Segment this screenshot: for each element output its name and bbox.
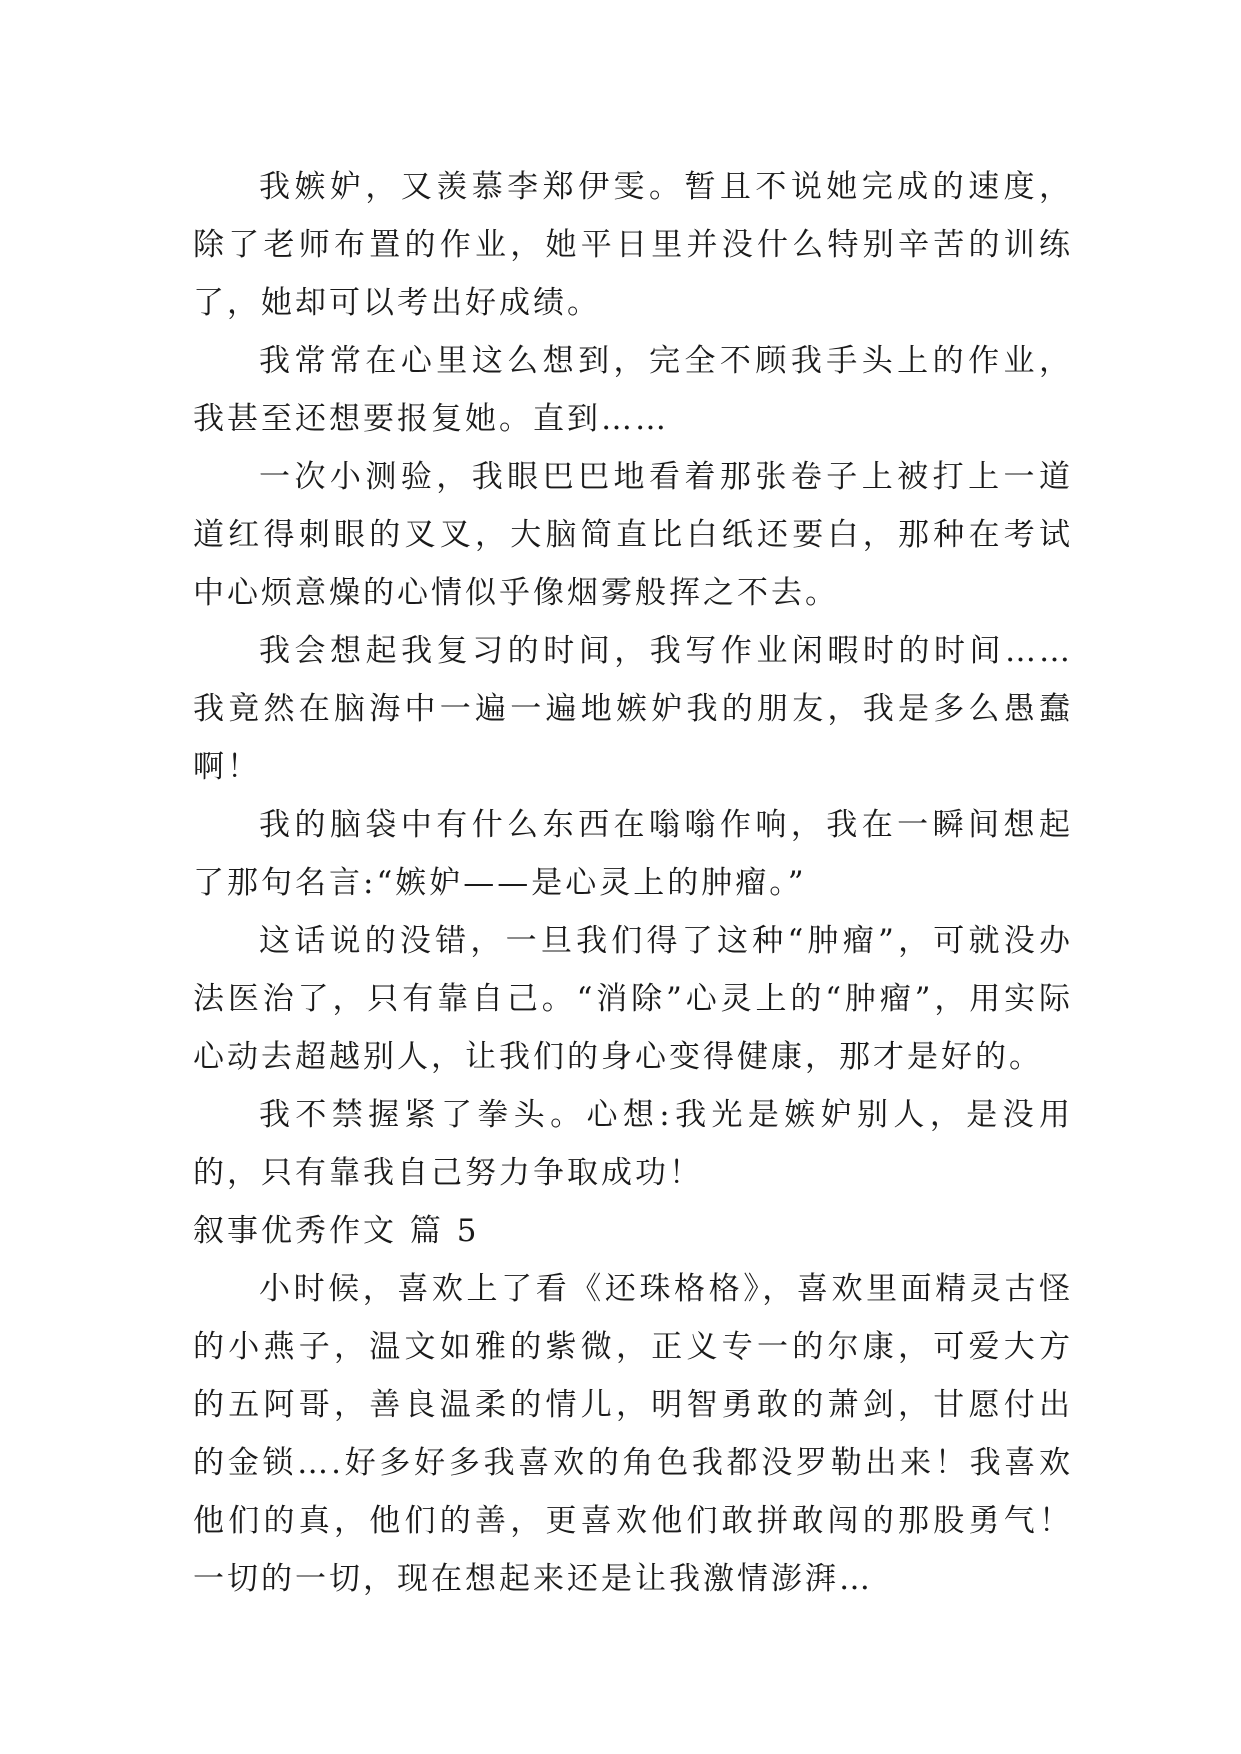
document-body — [193, 158, 1073, 1608]
paragraph: 这话说的没错，一旦我们得了这种“肿瘤”，可就没办法医治了，只有靠自己。“消除”心灵上的“肿瘤”，用实际心动去超越别人，让我们的身心变得健康，那才是好的。 — [193, 923, 1073, 1075]
paragraph: 一次小测验，我眼巴巴地看着那张卷子上被打上一道道红得刺眼的叉叉，大脑简直比白纸还要白，那种在考试中心烦意燥的心情似乎像烟雾般挥之不去。 — [193, 459, 1073, 611]
paragraph: 我的脑袋中有什么东西在嗡嗡作响，我在一瞬间想起了那句名言:“嫉妒——是心灵上的肿瘤。” — [193, 807, 1073, 901]
paragraph: 我嫉妒，又羡慕李郑伊雯。暂且不说她完成的速度，除了老师布置的作业，她平日里并没什么特别辛苦的训练了，她却可以考出好成绩。 — [193, 169, 1073, 321]
paragraph: 小时候，喜欢上了看《还珠格格》，喜欢里面精灵古怪的小燕子，温文如雅的紫微，正义专一的尔康，可爱大方的五阿哥，善良温柔的情儿，明智勇敢的萧剑，甘愿付出的金锁….好多好多我喜欢的角色我都没罗勒出来！我喜欢他们的真，他们的善，更喜欢他们敢拼敢闯的那股勇气！一切的一切，现在想起来还是让我激情澎湃… — [193, 1271, 1073, 1597]
paragraph: 我常常在心里这么想到，完全不顾我手头上的作业，我甚至还想要报复她。直到…… — [193, 343, 1073, 437]
paragraph: 我会想起我复习的时间，我写作业闲暇时的时间……我竟然在脑海中一遍一遍地嫉妒我的朋友，我是多么愚蠢啊！ — [193, 633, 1073, 785]
paragraph: 我不禁握紧了拳头。心想:我光是嫉妒别人，是没用的，只有靠我自己努力争取成功！ — [193, 1097, 1073, 1191]
section-heading: 叙事优秀作文 篇 5 — [193, 1213, 480, 1249]
